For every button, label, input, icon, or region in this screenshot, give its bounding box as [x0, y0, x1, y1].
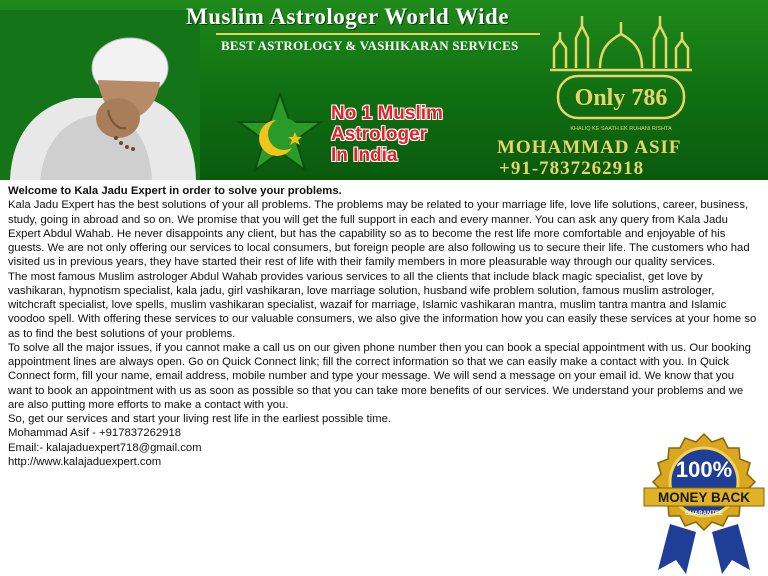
no1-line: Astrologer: [331, 124, 428, 145]
mosque-786-logo: [548, 8, 694, 136]
contact-line: Mohammad Asif - +917837262918: [8, 427, 182, 440]
banner-title: Muslim Astrologer World Wide: [186, 4, 510, 29]
badge-sub: GUARANTEE: [684, 511, 724, 517]
no1-line: In India: [331, 145, 398, 166]
paragraph-services: The most famous Muslim astrologer Abdul Wahab provides various services to all the clients that include black magic specialist, get love by vashikaran, hypnotism specialist, kala jadu, girl vashikaran, love marriage solution, husband wife problem solution, famous muslim astrologer, witchcraft specialist, love spells, muslim vashikaran specialist, wazaif for marriage, Islamic vashikaran mantra, muslim tantra mantra and Islamic voodoo spell. With offering these services to our valuable consumers, we also give the information how you can easily these services at your home so as to find the best solutions of your problems.: [8, 270, 757, 340]
praying-man-image: [0, 10, 200, 180]
badge-label: MONEY BACK: [657, 490, 751, 505]
paragraph-appointment: To solve all the major issues, if you cannot make a call us on our given phone number then you can book a special appointment with us. Our booking appointment lines are always open. Go on Quick Connect link; fill the correct information so that we can easily make a contact with you. In Quick Connect form, fill your name, email address, mobile number and type your message. We will send a message on your email id. We know that you want to book an appointment with us as soon as possible so that you can take more benefits of our services. We understand your problems and we are also putting more efforts to make a contact with you.: [8, 341, 751, 411]
crescent-star-icon: [233, 92, 327, 178]
paragraph-intro: Kala Jadu Expert has the best solutions of your all problems. The problems may be related to your marriage life, love life solutions, career, business, study, going in abroad and so on. We promise that you will get the full support in each and every manner. You can ask any query from Kala Jadu Expert Abdul Wahab. He never disappoints any client, but has the capability so as to become the rest life more comfortable and enjoyable of his guests. We are not only offering our services to local consumers, but foreign people are also following us to secure their life. The customers who had visited us in previous years, they have started their rest of life with their family members in more pleasurable way through our quality services.: [8, 199, 750, 269]
main-content: [8, 184, 760, 469]
logo-text: Only 786: [574, 85, 668, 111]
website-link[interactable]: http://www.kalajaduexpert.com: [8, 455, 162, 468]
banner-subtitle: BEST ASTROLOGY & VASHIKARAN SERVICES: [221, 38, 519, 53]
astrologer-name: MOHAMMAD ASIF: [497, 137, 682, 158]
email-line[interactable]: Email:- kalajaduexpert718@gmail.com: [8, 441, 202, 454]
no1-line: No 1 Muslim: [331, 103, 443, 124]
welcome-heading: Welcome to Kala Jadu Expert in order to solve your problems.: [8, 185, 342, 197]
banner-phone: +91-7837262918: [499, 158, 645, 179]
badge-percent: 100%: [675, 457, 733, 482]
paragraph-closing: So, get our services and start your living rest life in the earliest possible time.: [8, 413, 392, 425]
money-back-guarantee-badge: [640, 432, 768, 576]
header-banner: [0, 0, 768, 180]
title-divider: [216, 33, 540, 35]
no1-badge-text: [331, 103, 443, 166]
logo-tagline: KHALIQ KE SAATH EK RUHANI RISHTA: [570, 126, 672, 132]
